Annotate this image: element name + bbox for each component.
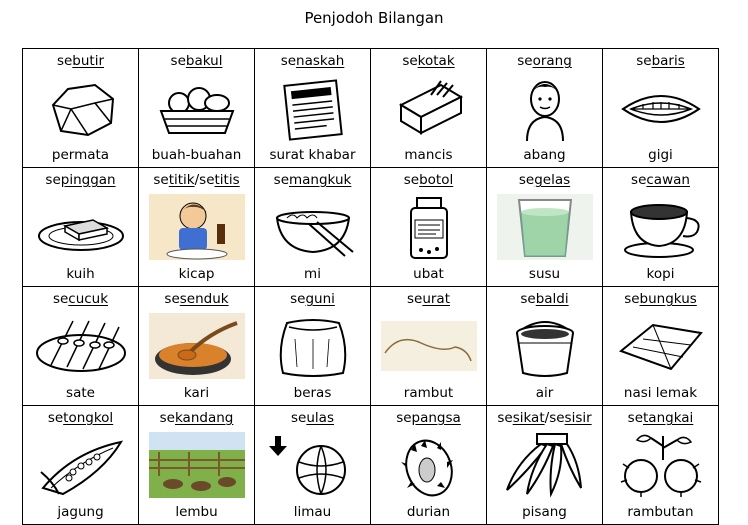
grid-row <box>23 168 719 287</box>
noun-label: kari <box>183 385 210 401</box>
classifier-prefix: se <box>52 291 69 307</box>
grid-cell <box>23 168 139 287</box>
noun-label: limau <box>293 504 332 520</box>
classifier-word: titis <box>214 172 240 188</box>
grid-cell <box>255 49 371 168</box>
classifier-word: ulas <box>306 410 334 426</box>
noun-label: surat khabar <box>269 147 356 163</box>
grid-cell <box>255 287 371 406</box>
food-parcel-icon <box>613 313 709 379</box>
noun-label: jagung <box>57 504 104 520</box>
classifier-prefix: se <box>518 172 535 188</box>
noun-label: kuih <box>66 266 95 282</box>
classifier-label <box>139 172 254 188</box>
classifier-label <box>23 53 138 69</box>
classifier-prefix: se <box>396 410 412 426</box>
classifier-label <box>255 53 370 69</box>
noun-label: permata <box>51 147 110 163</box>
grid-cell <box>487 287 603 406</box>
classifier-word: kandang <box>174 410 234 426</box>
grid-cell <box>371 406 487 525</box>
rambutan-icon <box>613 432 709 498</box>
grid-cell <box>487 49 603 168</box>
classifier-prefix: se <box>403 172 420 188</box>
grid-cell <box>603 49 719 168</box>
classifier-label <box>603 291 718 307</box>
noodle-bowl-icon <box>265 194 361 260</box>
classifier-label <box>603 410 718 426</box>
classifier-label <box>487 53 602 69</box>
classifier-label <box>255 172 370 188</box>
classifier-word: guni <box>305 291 335 307</box>
noun-label: susu <box>528 266 561 282</box>
classifier-prefix: se <box>549 410 565 426</box>
grid-cell <box>603 287 719 406</box>
classifier-label <box>371 172 486 188</box>
classifier-label <box>23 172 138 188</box>
grid-row <box>23 287 719 406</box>
grid-cell <box>255 168 371 287</box>
noun-label: nasi lemak <box>623 385 698 401</box>
corn-icon <box>33 432 129 498</box>
classifier-label <box>487 172 602 188</box>
grid-row <box>23 406 719 525</box>
noun-label: mancis <box>404 147 453 163</box>
grid-cell <box>23 406 139 525</box>
classifier-word: bungkus <box>639 291 697 307</box>
classifier-word: tangkai <box>643 410 694 426</box>
classifier-prefix: se <box>497 410 513 426</box>
classifier-word: sisir <box>564 410 592 426</box>
noun-label: sate <box>66 385 95 401</box>
classifier-label <box>487 410 602 426</box>
noun-label: lembu <box>175 504 218 520</box>
classifier-word: pinggan <box>60 172 116 188</box>
plate-cake-icon <box>33 194 129 260</box>
noun-label: abang <box>523 147 566 163</box>
classifier-label <box>23 410 138 426</box>
classifier-prefix: se <box>273 172 289 188</box>
classifier-word: kotak <box>417 53 455 69</box>
gem-icon <box>33 75 129 141</box>
classifier-prefix: se <box>636 53 652 69</box>
grid-cell <box>603 406 719 525</box>
classifier-word: urat <box>422 291 451 307</box>
classifier-word: mangkuk <box>289 172 352 188</box>
noun-label: gigi <box>648 147 673 163</box>
classifier-word: gelas <box>534 172 571 188</box>
classifier-word: tongkol <box>63 410 114 426</box>
classifier-label <box>371 291 486 307</box>
noun-label: mi <box>304 266 321 282</box>
classifier-word: baldi <box>535 291 569 307</box>
hair-strand-icon <box>381 313 477 379</box>
grid-cell <box>139 406 255 525</box>
classifier-prefix: se <box>159 410 175 426</box>
classifier-table <box>22 48 719 525</box>
classifier-prefix: se <box>406 291 423 307</box>
grid-row <box>23 49 719 168</box>
classifier-label <box>255 291 370 307</box>
boy-icon <box>497 75 593 141</box>
classifier-label <box>139 53 254 69</box>
classifier-label <box>255 410 370 426</box>
page-title: Penjodoh Bilangan <box>304 9 444 27</box>
classifier-separator: / <box>544 410 550 426</box>
classifier-prefix: se <box>199 172 215 188</box>
newspaper-icon <box>265 75 361 141</box>
grid-cell <box>23 49 139 168</box>
grid-cell <box>371 49 487 168</box>
classifier-prefix: se <box>45 172 61 188</box>
classifier-word: cawan <box>646 172 690 188</box>
classifier-prefix: se <box>170 53 186 69</box>
classifier-label <box>371 53 486 69</box>
noun-label: buah-buahan <box>151 147 242 163</box>
grid-cell <box>255 406 371 525</box>
glass-milk-icon <box>497 194 593 260</box>
cattle-pen-icon <box>149 432 245 498</box>
rice-sack-icon <box>265 313 361 379</box>
noun-label: rambut <box>403 385 454 401</box>
classifier-word: baris <box>651 53 685 69</box>
grid-cell <box>487 168 603 287</box>
matchbox-icon <box>381 75 477 141</box>
fruit-basket-icon <box>149 75 245 141</box>
classifier-prefix: se <box>517 53 533 69</box>
classifier-label <box>487 291 602 307</box>
classifier-prefix: se <box>627 410 644 426</box>
bucket-icon <box>497 313 593 379</box>
grid-cell <box>139 287 255 406</box>
classifier-prefix: se <box>291 410 307 426</box>
grid-cell <box>371 168 487 287</box>
grid-cell <box>139 49 255 168</box>
classifier-prefix: se <box>402 53 418 69</box>
grid-cell <box>603 168 719 287</box>
classifier-word: senduk <box>179 291 229 307</box>
classifier-label <box>603 53 718 69</box>
classifier-label <box>371 410 486 426</box>
noun-label: kopi <box>646 266 675 282</box>
classifier-word: butir <box>72 53 105 69</box>
classifier-label <box>603 172 718 188</box>
classifier-prefix: se <box>631 172 647 188</box>
teeth-icon <box>613 75 709 141</box>
noun-label: durian <box>406 504 451 520</box>
classifier-word: orang <box>532 53 572 69</box>
classifier-word: pangsa <box>411 410 461 426</box>
classifier-word: sikat <box>512 410 545 426</box>
classifier-word: titik <box>168 172 195 188</box>
classifier-prefix: se <box>153 172 169 188</box>
classifier-prefix: se <box>624 291 640 307</box>
classifier-prefix: se <box>47 410 64 426</box>
durian-icon <box>381 432 477 498</box>
classifier-separator: / <box>194 172 200 188</box>
ladle-curry-icon <box>149 313 245 379</box>
noun-label: ubat <box>413 266 444 282</box>
grid-cell <box>487 406 603 525</box>
classifier-prefix: se <box>520 291 536 307</box>
classifier-label <box>139 410 254 426</box>
coffee-cup-icon <box>613 194 709 260</box>
grid-cell <box>23 287 139 406</box>
classifier-label <box>139 291 254 307</box>
satay-icon <box>33 313 129 379</box>
classifier-prefix: se <box>280 53 297 69</box>
classifier-word: cucuk <box>68 291 109 307</box>
noun-label: rambutan <box>627 504 694 520</box>
classifier-word: botol <box>419 172 454 188</box>
grid-cell <box>139 168 255 287</box>
classifier-prefix: se <box>56 53 73 69</box>
banana-bunch-icon <box>497 432 593 498</box>
orange-segment-icon <box>265 432 361 498</box>
classifier-prefix: se <box>164 291 180 307</box>
classifier-label <box>23 291 138 307</box>
classifier-word: bakul <box>185 53 223 69</box>
noun-label: pisang <box>522 504 567 520</box>
classifier-word: naskah <box>296 53 345 69</box>
classifier-prefix: se <box>290 291 306 307</box>
noun-label: kicap <box>178 266 215 282</box>
noun-label: beras <box>293 385 332 401</box>
medicine-bottle-icon <box>381 194 477 260</box>
grid-cell <box>371 287 487 406</box>
noun-label: air <box>535 385 554 401</box>
boy-eating-icon <box>149 194 245 260</box>
